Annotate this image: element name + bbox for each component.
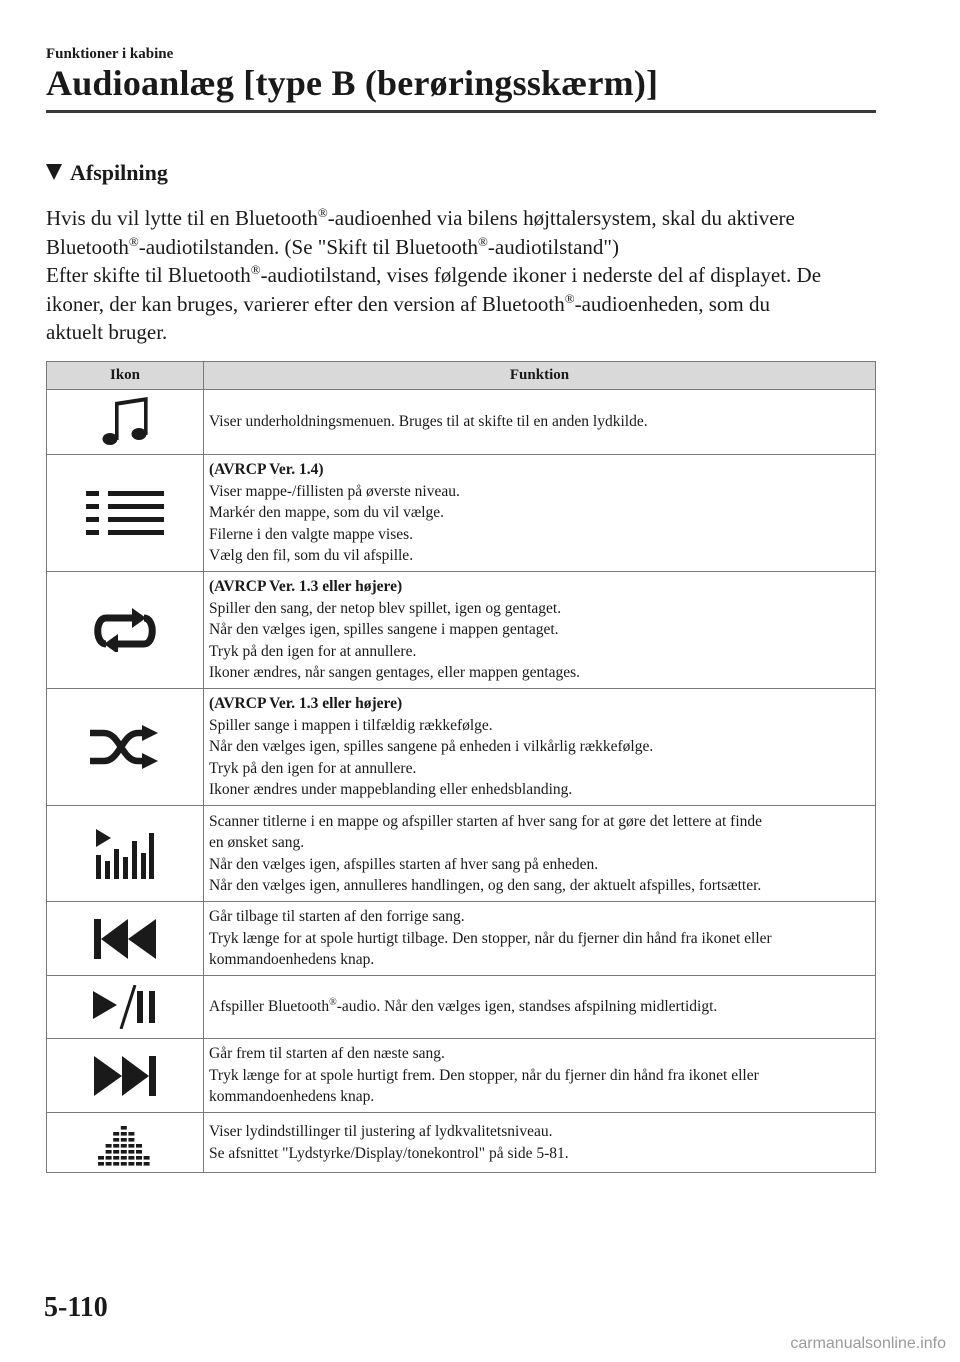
title-rule: [46, 110, 876, 113]
intro-text-run: aktuelt bruger.: [46, 320, 168, 344]
function-cell: [204, 902, 876, 976]
play-pause-icon: [93, 985, 157, 1029]
equalizer-dot: [128, 1156, 134, 1160]
table-row: [47, 806, 876, 902]
intro-text-run: -audioenhed via bilens højttalersystem, skal du aktivere: [327, 206, 795, 230]
function-line: Spiller sange i mappen i tilfældig rækkefølge.: [209, 716, 493, 734]
function-line: Spiller den sang, der netop blev spillet, igen og gentaget.: [209, 599, 562, 617]
function-text-run: -audio. Når den vælges igen, standses afspilning midlertidigt.: [336, 998, 718, 1016]
registered-mark: ®: [250, 262, 261, 277]
registered-mark: ®: [128, 233, 139, 249]
equalizer-dot: [98, 1162, 104, 1166]
function-cell: [204, 390, 876, 455]
function-line: Går frem til starten af den næste sang.: [209, 1045, 445, 1063]
equalizer-dot: [121, 1162, 127, 1166]
function-cell: [204, 689, 876, 806]
function-line: Når den vælges igen, annulleres handlingen, og den sang, der aktuelt afspilles, fortsætter.: [209, 877, 762, 894]
function-cell: [204, 976, 876, 1039]
function-heading: (AVRCP Ver. 1.4): [209, 461, 324, 479]
previous-track-icon: [94, 919, 156, 959]
next-track-icon: [94, 1056, 156, 1096]
function-cell: [204, 455, 876, 572]
function-line: Når den vælges igen, spilles sangene i mappen gentaget.: [209, 621, 559, 639]
function-line: Går tilbage til starten af den forrige sang.: [209, 908, 465, 926]
function-line: Tryk længe for at spole hurtigt tilbage. Den stopper, når du fjerner din hånd fra ikonet eller: [209, 929, 772, 947]
table-row: [47, 1039, 876, 1113]
equalizer-dot: [136, 1150, 142, 1154]
subheading: [46, 160, 168, 186]
function-line: Ikoner ændres, når sangen gentages, eller mappen gentages.: [209, 664, 581, 682]
icon-cell: [47, 455, 204, 572]
equalizer-dot: [113, 1162, 119, 1166]
function-line: Tryk på den igen for at annullere.: [209, 642, 417, 660]
table-row: [47, 976, 876, 1039]
equalizer-icon: [98, 1120, 152, 1166]
table-row: [47, 1113, 876, 1173]
equalizer-dot: [128, 1144, 134, 1148]
function-line: Filerne i den valgte mappe vises.: [209, 525, 414, 543]
intro-paragraph-1: [46, 204, 886, 261]
equalizer-dot: [144, 1156, 150, 1160]
intro-text-run: Bluetooth: [46, 234, 129, 259]
equalizer-dot: [106, 1144, 112, 1148]
equalizer-dot: [113, 1150, 119, 1154]
intro-text-run: -audiotilstanden. (Se "Skift til Bluetooth: [138, 234, 479, 259]
registered-mark: ®: [478, 233, 488, 249]
function-cell: [204, 806, 876, 902]
intro-paragraph-2: [46, 261, 886, 347]
icon-cell: [47, 976, 204, 1039]
icon-cell: [47, 1039, 204, 1113]
shuffle-icon: [90, 725, 160, 769]
equalizer-dot: [144, 1162, 150, 1166]
equalizer-dot: [128, 1132, 134, 1136]
function-line: Viser lydindstillinger til justering af lydkvalitetsniveau.: [209, 1123, 553, 1140]
function-cell: [204, 1039, 876, 1113]
function-heading: (AVRCP Ver. 1.3 eller højere): [209, 695, 403, 713]
function-line: en ønsket sang.: [209, 834, 305, 851]
intro-text-run: ikoner, der kan bruges, varierer efter den version af Bluetooth: [46, 291, 565, 316]
icon-cell: [47, 572, 204, 689]
equalizer-dot: [113, 1156, 119, 1160]
icon-cell: [47, 806, 204, 902]
triangle-bullet-icon: [46, 164, 62, 180]
equalizer-dot: [121, 1144, 127, 1148]
function-line: Vælg den fil, som du vil afspille.: [209, 547, 414, 565]
equalizer-dot: [106, 1150, 112, 1154]
function-line: Viser mappe-/fillisten på øverste niveau.: [209, 482, 460, 500]
intro-text-run: -audioenheden, som du: [574, 291, 770, 316]
equalizer-dot: [121, 1132, 127, 1136]
table-row: [47, 390, 876, 455]
icon-cell: [47, 390, 204, 455]
section-label: Funktioner i kabine: [46, 46, 174, 62]
equalizer-dot: [113, 1138, 119, 1142]
repeat-icon: [92, 608, 158, 652]
table-row: [47, 572, 876, 689]
function-line: Se afsnittet "Lydstyrke/Display/tonekontrol" på side 5-81.: [209, 1144, 569, 1162]
equalizer-dot: [136, 1162, 142, 1166]
function-line: Tryk på den igen for at annullere.: [209, 759, 417, 777]
equalizer-dot: [136, 1144, 142, 1148]
equalizer-dot: [106, 1162, 112, 1166]
subheading-text: Afspilning: [70, 160, 168, 185]
icon-function-table: [46, 361, 876, 1173]
music-note-icon: [100, 396, 150, 448]
table-row: [47, 902, 876, 976]
function-line: Når den vælges igen, spilles sangene på enheden i vilkårlig rækkefølge.: [209, 738, 654, 756]
intro-text-run: -audiotilstand"): [487, 234, 619, 259]
watermark: carmanualsonline.info: [790, 1335, 946, 1352]
function-heading: (AVRCP Ver. 1.3 eller højere): [209, 578, 403, 596]
function-line: Markér den mappe, som du vil vælge.: [209, 504, 445, 522]
equalizer-dot: [121, 1126, 127, 1130]
intro-text-run: Efter skifte til Bluetooth: [46, 263, 251, 287]
icon-cell: [47, 1113, 204, 1173]
scan-icon: [96, 829, 154, 879]
table-row: [47, 689, 876, 806]
intro-text: [46, 204, 886, 347]
equalizer-dot: [128, 1138, 134, 1142]
function-line: Tryk længe for at spole hurtigt frem. Den stopper, når du fjerner din hånd fra ikonet eller: [209, 1066, 759, 1084]
function-line: Når den vælges igen, afspilles starten af hver sang på enheden.: [209, 855, 599, 873]
registered-mark: ®: [329, 997, 337, 1009]
page-title: Audioanlæg [type B (berøringsskærm)]: [46, 63, 659, 103]
function-line: [209, 996, 869, 1018]
intro-text-run: -audiotilstand, vises følgende ikoner i nederste del af displayet. De: [260, 263, 822, 287]
list-icon: [86, 491, 164, 535]
equalizer-dot: [98, 1156, 104, 1160]
registered-mark: ®: [317, 205, 328, 220]
equalizer-dot: [121, 1156, 127, 1160]
page-number: 5-110: [44, 1292, 108, 1323]
table-row: [47, 455, 876, 572]
function-cell: [204, 572, 876, 689]
function-line: Viser underholdningsmenuen. Bruges til at skifte til en anden lydkilde.: [209, 413, 648, 431]
function-line: kommandoenhedens knap.: [209, 1088, 375, 1106]
function-cell: [204, 1113, 876, 1173]
equalizer-dot: [136, 1156, 142, 1160]
equalizer-dot: [106, 1156, 112, 1160]
equalizer-dot: [121, 1150, 127, 1154]
column-header-icon: Ikon: [47, 362, 204, 390]
icon-cell: [47, 689, 204, 806]
icon-cell: [47, 902, 204, 976]
function-line: Ikoner ændres under mappeblanding eller enhedsblanding.: [209, 781, 573, 799]
equalizer-dot: [113, 1144, 119, 1148]
column-header-function: Funktion: [204, 362, 876, 390]
equalizer-dot: [128, 1150, 134, 1154]
intro-text-run: Hvis du vil lytte til en Bluetooth: [46, 206, 318, 230]
function-line: kommandoenhedens knap.: [209, 951, 375, 969]
registered-mark: ®: [564, 290, 575, 306]
function-text-run: Afspiller Bluetooth: [209, 998, 330, 1016]
equalizer-dot: [121, 1138, 127, 1142]
equalizer-dot: [113, 1132, 119, 1136]
table-header-row: [47, 362, 876, 390]
equalizer-dot: [128, 1162, 134, 1166]
function-line: Scanner titlerne i en mappe og afspiller starten af hver sang for at gøre det lettere at finde: [209, 812, 763, 830]
